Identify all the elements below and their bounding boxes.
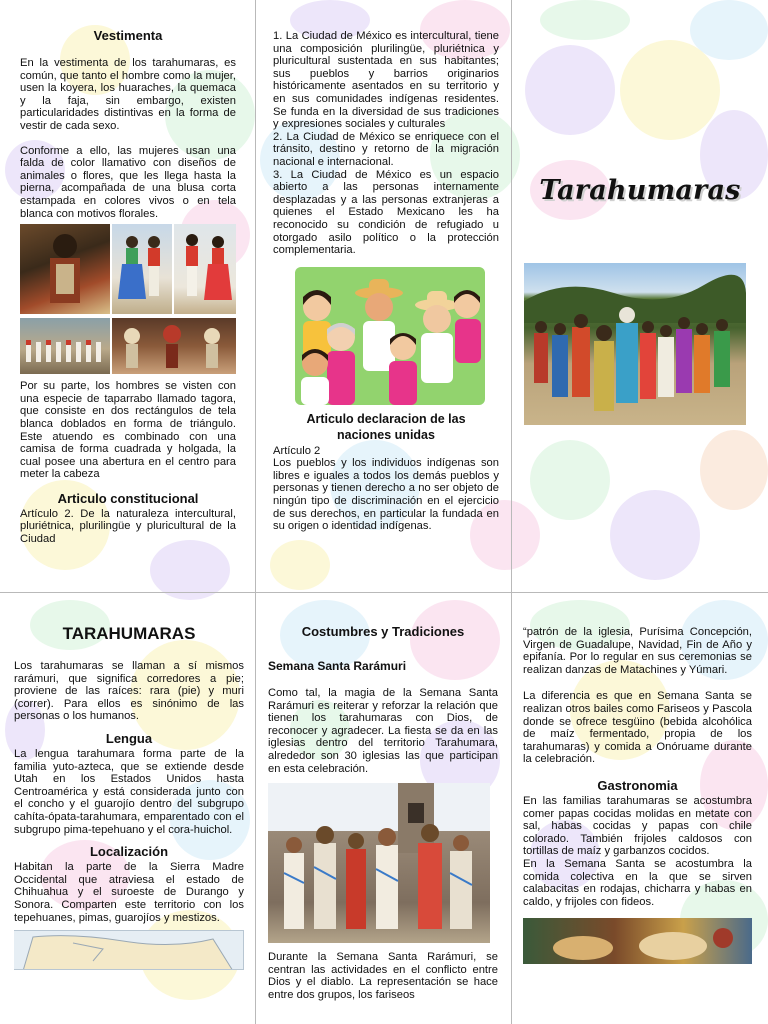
- diferencia-paragraph: La diferencia es que en Semana Santa se realizan otros bailes como Fariseos y Pascola donde se ofrece tesgüino (bebida alcohólica de maíz fermentado, propia de los tarahumaras) y comida a Onóruame durante la celebración.: [523, 690, 752, 766]
- panel-tarahumaras-intro: [14, 624, 244, 1024]
- panel-costumbres: [268, 624, 498, 1024]
- photo-woman-blue-skirt: [112, 224, 172, 314]
- heading-costumbres: Costumbres y Tradiciones: [301, 624, 465, 639]
- photo-group-walking: [20, 318, 110, 374]
- declaracion-text: Los pueblos y los individuos indígenas son libres e iguales a todos los demás pueblos y personas y tienen derecho a no ser objeto de ningún tipo de discriminación en el ejercicio de sus derechos, en particular la fundada en su origen o identidad indígenas.: [273, 457, 499, 533]
- panel-vestimenta: [20, 28, 236, 588]
- vestimenta-paragraph-3: Por su parte, los hombres se visten con una especie de taparrabo llamado tagora, que consiste en dos rectángulos de tela blanca doblados en forma de triángulo. Este atuendo es combinado con una camisa de forma cuadrada y holgada, la cual posee una abertura en el centro para meter la cabeza: [20, 380, 236, 481]
- photo-ceremonial-costume: [20, 224, 110, 314]
- cover-title: Tarahumaras: [539, 175, 741, 206]
- page-split-line: [0, 592, 768, 593]
- declaracion-articulo-label: Artículo 2: [273, 444, 321, 457]
- gastronomia-paragraph-1: En las familias tarahumaras se acostumbra comer papas cocidas molidas en metate con sal, habas cocidas y papas con chile colorado. También frijoles caldosos con tortillas de maíz y garbanzos cocidos.: [523, 794, 752, 858]
- lengua-paragraph: La lengua tarahumara forma parte de la familia yuto-azteca, que se extiende desde Utah en los Estados Unidos hasta Centroamérica y está considerada junto con el concho y el guarojío dentro del subgrupo cahíta-ópata-tarahumara, emparentado con el subgrupo pima-tepehuano y el cora-huichol.: [14, 747, 244, 836]
- heading-vestimenta: Vestimenta: [93, 28, 163, 43]
- semana-santa-paragraph-1: Como tal, la magia de la Semana Santa Rarámuri es reiterar y reforzar la relación que tienen los tarahumaras con Dios, de reconocer y agradecer. La fiesta se da en las iglesias dentro del territorio Tarahumara, alrededor son 30 iglesias las que participan en esta celebración.: [268, 687, 498, 775]
- intro-paragraph: Los tarahumaras se llaman a sí mismos rarámuri, que significa corredores a pie; proviene de las raíces: rara (pie) y muri (correr). Para ellos es sinónimo de las personas o los humanos.: [14, 660, 244, 723]
- panel-cover: [512, 0, 768, 592]
- photo-dancers-feathers: [112, 318, 236, 374]
- fold-line-right: [511, 0, 512, 1024]
- clothing-photo-collage: [20, 224, 236, 374]
- semana-santa-paragraph-2: Durante la Semana Santa Rarámuri, se centran las actividades en el conflicto entre Dios y el diablo. La representación se hace entre dos grupos, los fariseos: [268, 951, 498, 1001]
- gastronomia-paragraph-2: En la Semana Santa se acostumbra la comida colectiva en la que se sirven calabacitas en rodajas, chicharra y habas en caldo, y frijoles con fideos.: [523, 857, 752, 908]
- panel-gastronomia: [523, 626, 752, 1024]
- map-localizacion: [14, 930, 244, 970]
- heading-gastronomia: Gastronomia: [597, 777, 678, 793]
- articulo-item-1: 1. La Ciudad de México es intercultural, tiene una composición plurilingüe, pluriétnica y pluricultural sustentada en sus habitantes; sus pueblos y barrios originarios históricamente asentados en su territorio y en sus comunidades indígenas residentes. Se funda en la diversidad de sus tradiciones y expresiones sociales y culturales: [273, 30, 499, 131]
- photo-couple-red-dress: [174, 224, 236, 314]
- heading-declaracion: Articulo declaracion de las naciones unidas: [306, 411, 466, 442]
- heading-localizacion: Localización: [89, 844, 169, 860]
- articulo-constitucional-text: Artículo 2. De la naturaleza intercultural, pluriétnica, plurilingüe y pluricultural de la Ciudad: [20, 507, 236, 546]
- photo-food: [523, 918, 752, 964]
- photo-semana-santa-dancers: [268, 783, 490, 943]
- fold-line-left: [255, 0, 256, 1024]
- panel-articulos: [273, 30, 499, 590]
- vestimenta-paragraph-1: En la vestimenta de los tarahumaras, es común, que tanto el hombre como la mujer, usen la koyera, los huaraches, la quemaca y la faja, sin embargo, existen particularidades distintivas en la forma de vestir de cada sexo.: [20, 57, 236, 132]
- heading-articulo-constitucional: Articulo constitucional: [57, 490, 199, 506]
- festividades-paragraph: “patrón de la iglesia, Purísima Concepción, Virgen de Guadalupe, Navidad, Fin de Año y epifanía. Por lo regular en sus ceremonias se realizan danzas de Matachines y Yúmari.: [523, 626, 752, 676]
- heading-tarahumaras: TARAHUMARAS: [62, 624, 196, 643]
- articulo-item-2: 2. La Ciudad de México se enriquece con el tránsito, destino y retorno de la migración nacional e internacional.: [273, 130, 499, 168]
- heading-lengua: Lengua: [105, 730, 153, 746]
- subheading-semana-santa: Semana Santa Rarámuri: [268, 659, 407, 673]
- articulo-list: [273, 30, 499, 257]
- localizacion-paragraph: Habitan la parte de la Sierra Madre Occidental que atraviesa el estado de Chihuahua y el suroeste de Durango y Sonora. Comparten este territorio con los tepehuanes, pimas, guarojíos y mestizos.: [14, 861, 244, 924]
- illustration-diverse-people: [295, 267, 485, 405]
- vestimenta-paragraph-2: Conforme a ello, las mujeres usan una falda de color llamativo con diseños de animales o flores, que les llega hasta la pierna, acompañada de una blusa corta estampada en colores vivos o en tela blanca con motivos florales.: [20, 144, 236, 220]
- articulo-item-3: 3. La Ciudad de México es un espacio abierto a las personas internamente desplazadas y a las personas extranjeras a quienes el Estado Mexicano les ha reconocido su condición de refugiado u otorgado asilo político o la protección complementaria.: [273, 168, 499, 257]
- photo-tarahumara-gathering: [524, 263, 746, 425]
